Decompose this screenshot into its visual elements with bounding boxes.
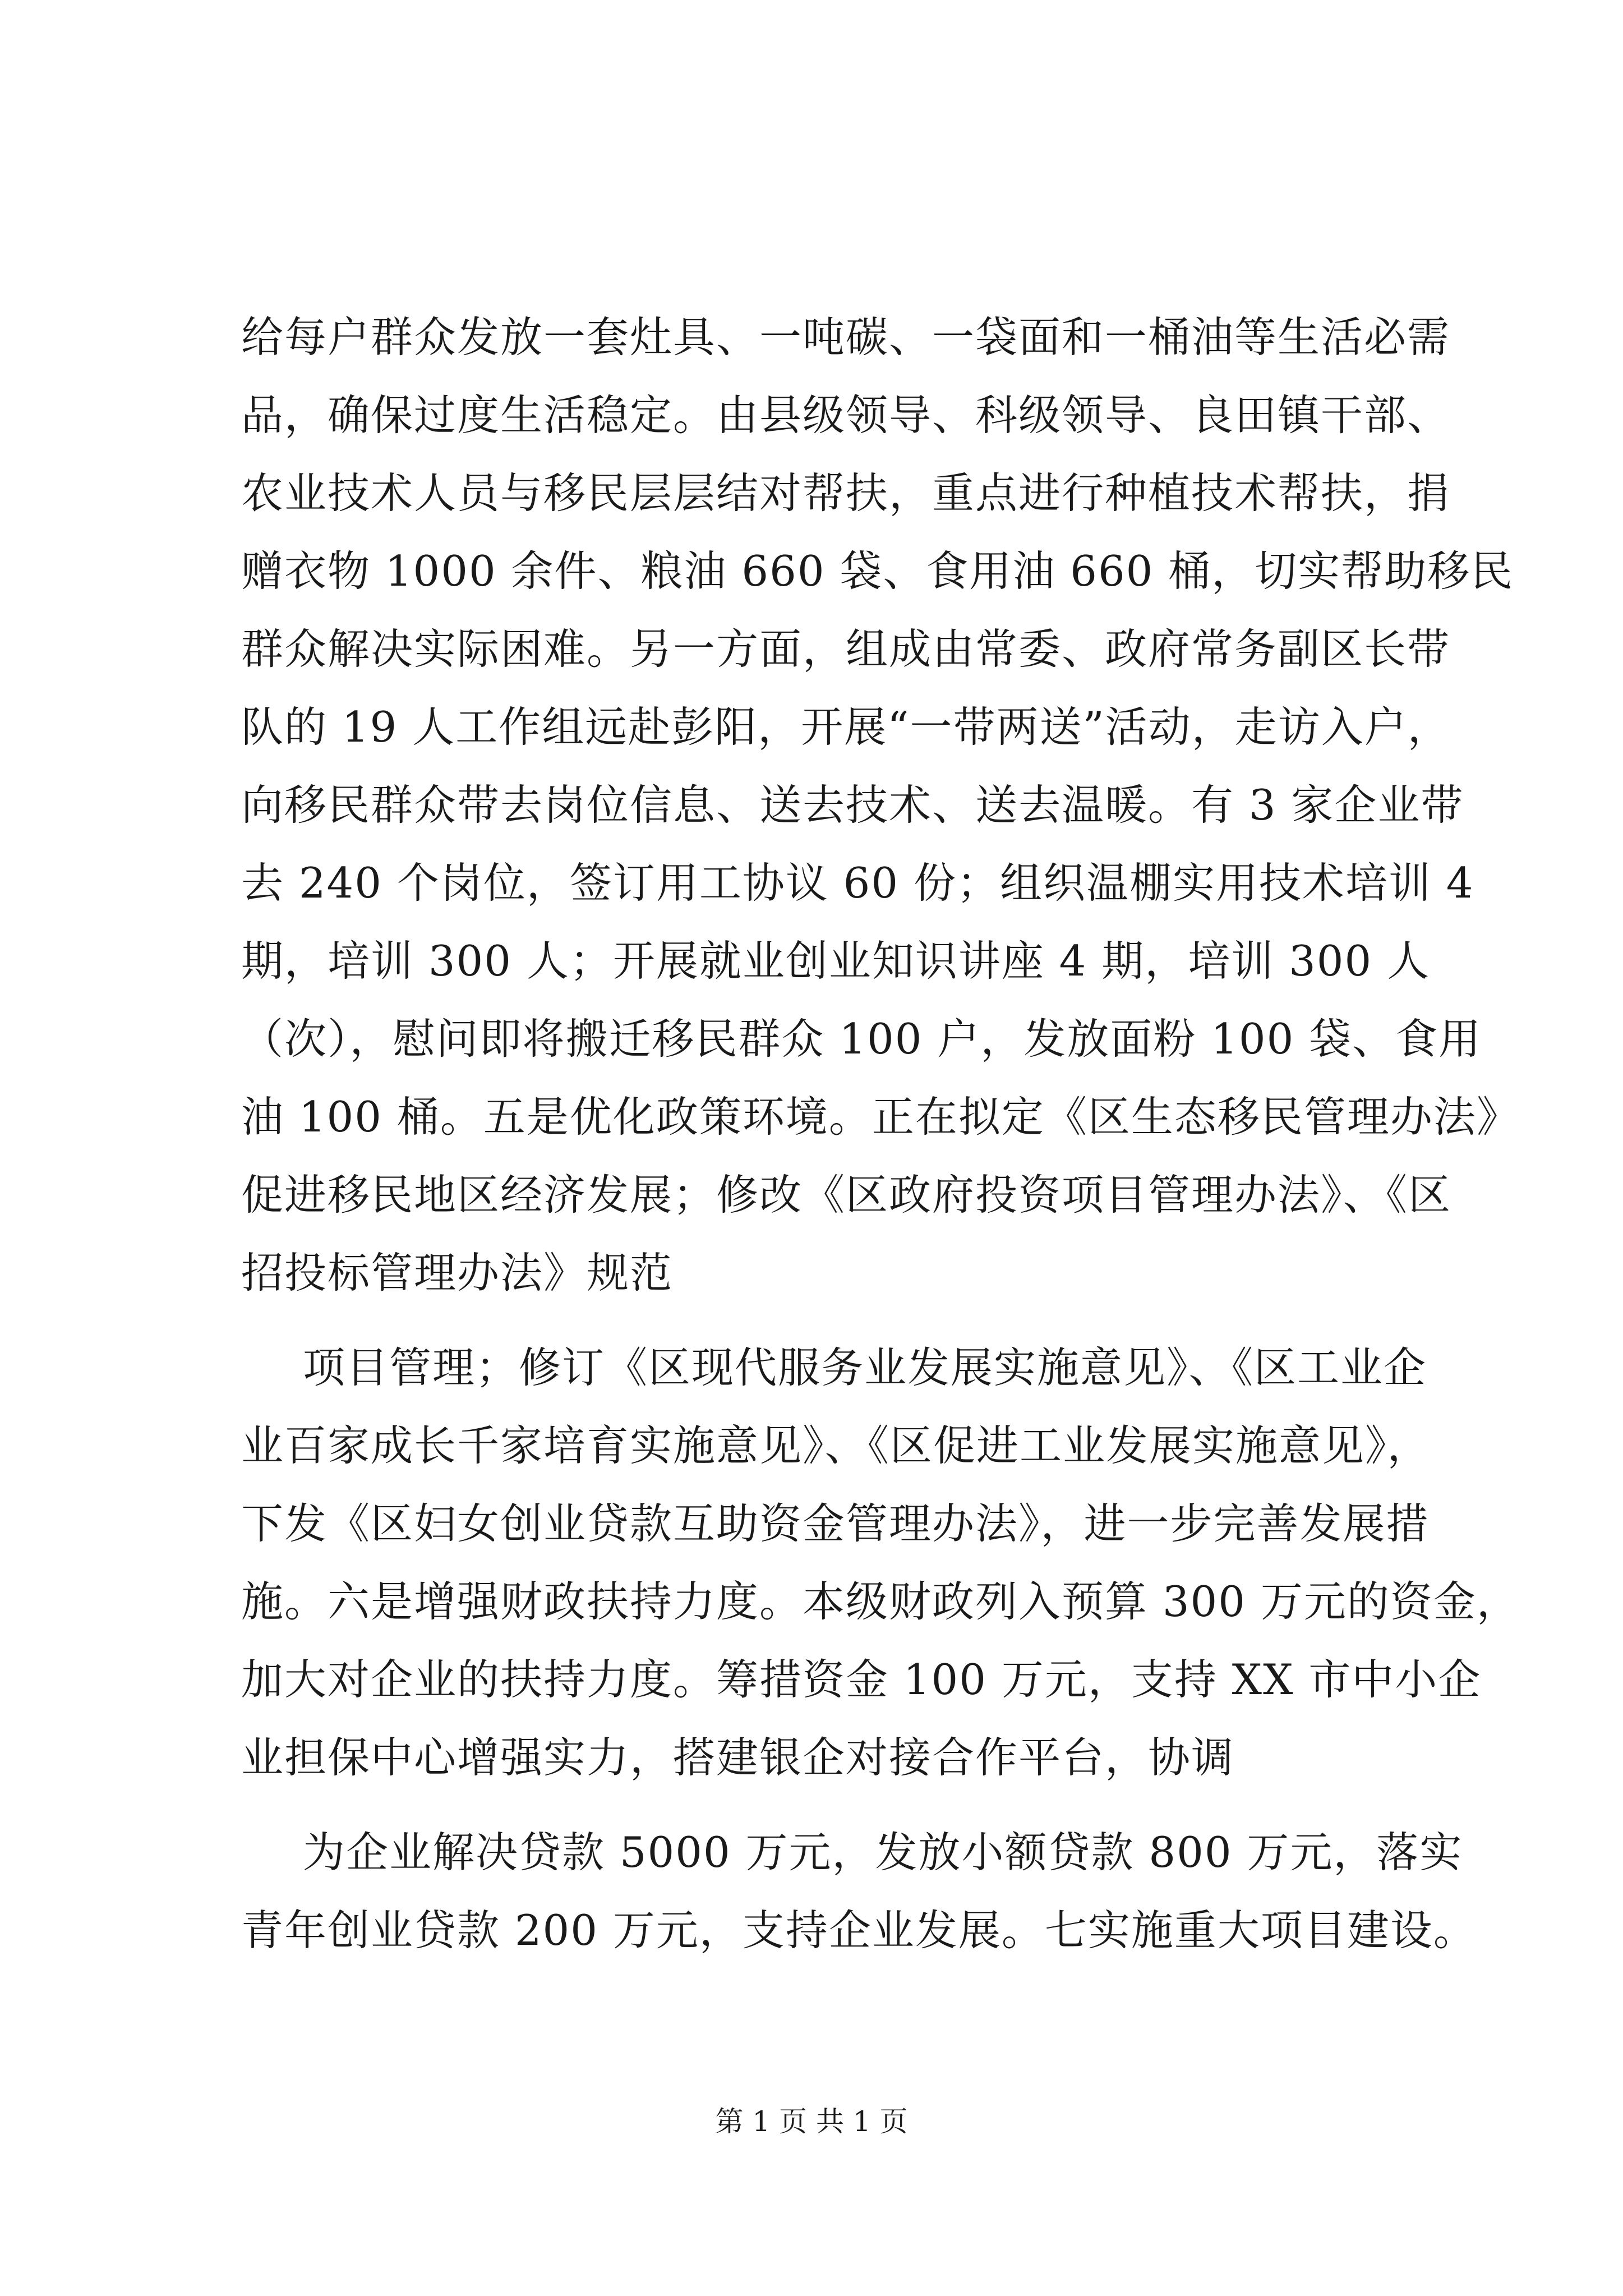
page-footer: 第 1 页 共 1 页 xyxy=(715,2105,908,2138)
body-line: 业担保中心增强实力，搭建银企对接合作平台，协调 xyxy=(241,1733,1235,1782)
body-line: 业百家成长千家培育实施意见》、《区促进工业发展实施意见》， xyxy=(241,1421,1431,1470)
body-line: 农业技术人员与移民层层结对帮扶，重点进行种植技术帮扶，捐 xyxy=(241,468,1451,518)
body-line: （次），慰问即将搬迁移民群众 100 户，发放面粉 100 袋、食用 xyxy=(241,1014,1482,1064)
body-line: 加大对企业的扶持力度。筹措资金 100 万元，支持 XX 市中小企 xyxy=(241,1655,1482,1704)
body-line: 青年创业贷款 200 万元，支持企业发展。七实施重大项目建设。 xyxy=(241,1906,1477,1955)
body-line: 项目管理；修订《区现代服务业发展实施意见》、《区工业企 xyxy=(303,1343,1427,1392)
body-line: 品，确保过度生活稳定。由县级领导、科级领导、良田镇干部、 xyxy=(241,390,1451,440)
body-line: 队的 19 人工作组远赴彭阳，开展“一带两送”活动，走访入户， xyxy=(241,702,1451,752)
body-line: 向移民群众带去岗位信息、送去技术、送去温暖。有 3 家企业带 xyxy=(241,780,1464,830)
body-line: 期，培训 300 人；开展就业创业知识讲座 4 期，培训 300 人 xyxy=(241,936,1431,986)
body-line: 促进移民地区经济发展；修改《区政府投资项目管理办法》、《区 xyxy=(241,1170,1452,1220)
body-line: 下发《区妇女创业贷款互助资金管理办法》，进一步完善发展措 xyxy=(241,1499,1430,1548)
body-line: 招投标管理办法》规范 xyxy=(241,1248,674,1297)
body-line: 给每户群众发放一套灶具、一吨碳、一袋面和一桶油等生活必需 xyxy=(241,312,1451,362)
body-line: 去 240 个岗位，签订用工协议 60 份；组织温棚实用技术培训 4 xyxy=(241,858,1474,908)
body-line: 施。六是增强财政扶持力度。本级财政列入预算 300 万元的资金， xyxy=(241,1577,1520,1626)
body-line: 为企业解决贷款 5000 万元，发放小额贷款 800 万元，落实 xyxy=(303,1828,1463,1877)
body-line: 群众解决实际困难。另一方面，组成由常委、政府常务副区长带 xyxy=(241,624,1451,674)
body-line: 赠衣物 1000 余件、粮油 660 袋、食用油 660 桶，切实帮助移民 xyxy=(241,546,1514,596)
body-line: 油 100 桶。五是优化政策环境。正在拟定《区生态移民管理办法》 xyxy=(241,1092,1520,1142)
